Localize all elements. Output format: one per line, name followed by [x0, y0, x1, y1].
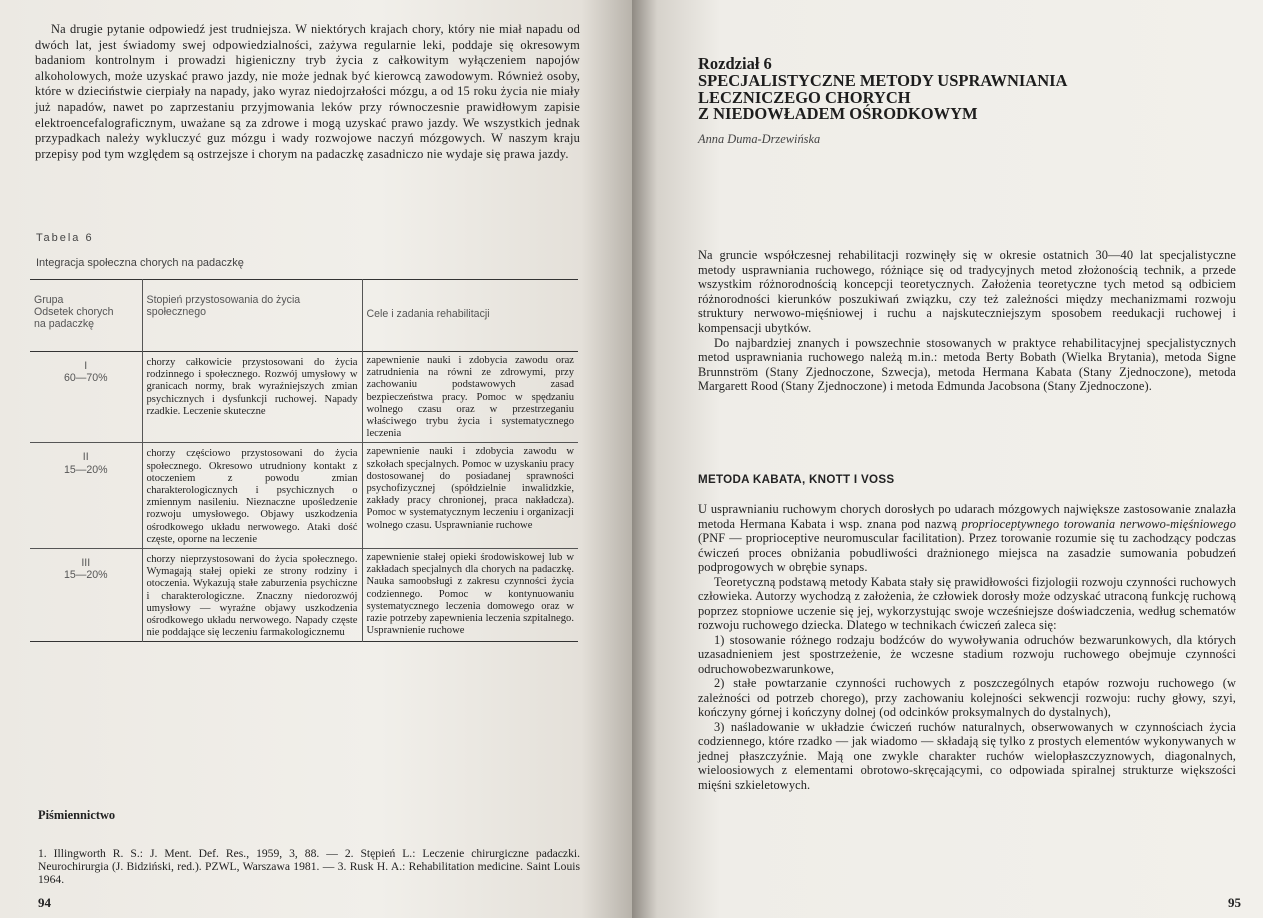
table-row — [30, 443, 578, 549]
chapter-heading — [698, 56, 1218, 123]
references-list — [38, 847, 580, 887]
group-percent: 15—20% — [63, 463, 108, 476]
intro-paragraph-1: Na gruncie współczesnej rehabilitacji rozwinęły się w okresie ostatnich 30—40 lat specjalistyczne metody usprawniania ruchowego, różniące się od tradycyjnych metod złożonością technik, a przede wszystkim różnorodnością koncepcji teoretycznych. Założenia teoretyczne tych metod są odbiciem różnorodności kierunków poszukiwań związku, czy też zależności między mechanizmami rozwoju struktury nerwowo-mięśniowej i ruchu a najskuteczniejszym sposobem reedukacji ruchowej i kompensacji ubytków. — [698, 248, 1236, 335]
method-paragraph-1 — [698, 502, 1236, 575]
social-integration-table — [30, 279, 578, 642]
intro-paragraph-2: Do najbardziej znanych i powszechnie stosowanych w praktyce rehabilitacyjnej specjalistycznych metod usprawniania ruchowego należą m.in.: metoda Berty Bobath (Wielka Brytania), metoda Signe Brunnström (Stany Zjednoczone, Szwecja), metoda Hermana Kabata (Stany Zjednoczone), metoda Margarett Rood (Stany Zjednoczone) i metoda Edmunda Jacobsona (Stany Zjednoczone). — [698, 335, 1236, 394]
group-percent: 60—70% — [63, 372, 108, 385]
method-list-item-1: 1) stosowanie różnego rodzaju bodźców do wywoływania odruchów bezwarunkowych, dla których uzasadnieniem jest spostrzeżenie, że wczesne stadium rozwoju ruchowego obejmuje czynności odruchowobezwarunkowe, — [698, 632, 1236, 676]
intro-paragraph — [35, 22, 580, 162]
goals-cell: zapewnienie nauki i zdobycia zawodu w szkołach specjalnych. Pomoc w uzyskaniu pracy dostosowanej do posiadanej sprawności psychofizycznej (spółdzielnie inwalidzkie, zakłady pracy chronionej, praca nakładcza). Pomoc w systematycznym leczeniu i organizacji wolnego czasu. Usprawnianie ruchowe — [362, 443, 578, 549]
table-header-row — [30, 280, 578, 352]
references-heading: Piśmiennictwo — [38, 808, 116, 822]
goals-cell: zapewnienie nauki i zdobycia zawodu oraz zatrudnienia na równi ze zdrowymi, przy zachowaniu podstawowych zasad bezpieczeństwa pracy. Pomoc w spędzaniu wolnego czasu oraz w przestrzeganiu właściwego trybu życia i systematycznego leczenia — [362, 352, 578, 443]
group-number: III — [81, 557, 91, 570]
table-label: Tabela 6 — [36, 232, 94, 244]
method-section-body — [698, 502, 1236, 792]
method-p1-end: (PNF — proprioceptive neuromuscular facilitation). Przez torowanie rozumie się tu zachodzący podczas ćwiczeń proces obniżania pobudliwości drażnionego miejsca na zasadzie sumowania pobudzeń podprogowych w obrębie synaps. — [698, 531, 1236, 574]
method-paragraph-2: Teoretyczną podstawą metody Kabata stały się prawidłowości fizjologii rozwoju czynności ruchowych człowieka. Autorzy wychodzą z założenia, że człowiek dorosły może odzyskać utraconą funkcję ruchową poprzez stopniowe uczenie się jej, wykorzystując swoje wcześniejsze doświadczenia, według schematów rozwoju ruchowego dziecka. Dlatego w technikach ćwiczeń zaleca się: — [698, 574, 1236, 632]
method-p1-start: U usprawnianiu ruchowym chorych dorosłych po udarach mózgowych największe zastosowanie znalazła metoda Hermana Kabata i wsp. znana pod nazwą — [698, 502, 1236, 531]
section-heading: METODA KABATA, KNOTT I VOSS — [698, 473, 895, 486]
group-cell — [30, 352, 142, 443]
table-row — [30, 549, 578, 642]
chapter-title: SPECJALISTYCZNE METODY USPRAWNIANIA LECZNICZEGO CHORYCH Z NIEDOWŁADEM OŚRODKOWYM — [698, 70, 1068, 124]
group-number: II — [82, 451, 89, 464]
group-number: I — [84, 360, 88, 372]
page-number-left: 94 — [38, 895, 51, 910]
intro-text: Na drugie pytanie odpowiedź jest trudniejsza. W niektórych krajach chory, który nie miał napadu od dwóch lat, jest świadomy swej odpowiedzialności, zażywa regularnie leki, poddaje się okresowym badaniom kontrolnym i prowadzi higieniczny tryb życia z całkowitym wyłączeniem napojów alkoholowych, może uzyskać prawo jazdy, nie może jednak być kierowcą zawodowym. Również osoby, które w dzieciństwie cierpiały na napady, jako wyraz niedojrzałości mózgu, a od 15 roku życia nie miały już napadów, nawet po zaprzestaniu przyjmowania leków przy równoczesnie prawidłowym zapisie elektroencefalograficznym, uważane są za zdrowe i mogą uzyskać prawo jazdy. We wszystkich jednak przypadkach należy wykluczyć guz mózgu i wady rozwojowe naczyń mózgowych. W naszym kraju przepisy pod tym względem są ostrzejsze i chorym na padaczkę zasadniczo nie wydaje się prawa jazdy. — [35, 22, 580, 161]
table-row — [30, 352, 578, 443]
header-adaptation: Stopień przystosowania do życia społecznego — [142, 280, 362, 352]
group-cell — [30, 549, 142, 642]
table-title: Integracja społeczna chorych na padaczkę — [36, 257, 244, 269]
group-cell — [30, 443, 142, 549]
method-list-item-3: 3) naśladowanie w układzie ćwiczeń ruchów naturalnych, obserwowanych w czynnościach życia codziennego, które rzadko — jak wiadomo — składają się tylko z prostych elementów wykonywanych w jednej płaszczyźnie. Mają one zwykle charakter ruchów wielopłaszczyznowych, diagonalnych, wieloosiowych z elementami obrotowo-skręcającymi, co odpowiada spiralnej strukturze większości mięśni szkieletowych. — [698, 719, 1236, 792]
chapter-author: Anna Duma-Drzewińska — [698, 132, 821, 146]
method-list-item-2: 2) stałe powtarzanie czynności ruchowych z poszczególnych etapów rozwoju ruchowego (w zależności od potrzeb chorego), przy zachowaniu kolejności sekwencji rozwoju: ruchy głowy, szyi, kończyny górnej i kończyny dolnej (od odcinków proksymalnych do dystalnych), — [698, 676, 1236, 719]
adaptation-cell: chorzy nieprzystosowani do życia społecznego. Wymagają stałej opieki ze strony rodziny i otoczenia. Wykazują stałe zaburzenia psychiczne i charakterologiczne. Znaczny niedorozwój umysłowy — wyraźne objawy uszkodzenia ośrodkowego układu nerwowego. Napady częste nie poddające się leczeniu farmakologicznemu — [142, 549, 362, 642]
references-text: 1. Illingworth R. S.: J. Ment. Def. Res., 1959, 3, 88. — 2. Stępień L.: Leczenie chirurgiczne padaczki. Neurochirurgia (J. Bidziński, red.). PZWL, Warszawa 1981. — 3. Rusk H. A.: Rehabilitation medicine. Saint Louis 1964. — [38, 847, 580, 887]
adaptation-cell: chorzy całkowicie przystosowani do życia rodzinnego i społecznego. Rozwój umysłowy w granicach normy, brak wyraźniejszych zmian psychicznych i dysfunkcji ruchowej. Napady rzadkie. Leczenie skuteczne — [142, 352, 362, 443]
header-group-text: Grupa Odsetek chorych na padaczkę — [34, 294, 114, 331]
chapter-number: Rozdział 6 — [698, 54, 772, 73]
adaptation-cell: chorzy częściowo przystosowani do życia społecznego. Okresowo utrudniony kontakt z otoczeniem z powodu zmian charakterologicznych i psychicznych o zmiennym nasileniu. Nieznaczne upośledzenie rozwoju umysłowego. Objawy uszkodzenia ośrodkowego układu nerwowego. Ataki dość częste, oporne na leczenie — [142, 443, 362, 549]
method-p1-term: proprioceptywnego torowania nerwowo-mięśniowego — [961, 516, 1236, 531]
header-group-percent — [30, 280, 142, 352]
group-percent: 15—20% — [63, 569, 108, 582]
header-goals: Cele i zadania rehabilitacji — [362, 280, 578, 352]
goals-cell: zapewnienie stałej opieki środowiskowej lub w zakładach specjalnych dla chorych na padaczkę. Nauka samoobsługi z zakresu czynności życia codziennego. Pomoc w kontynuowaniu systematycznego leczenia domowego oraz w razie potrzeby zapewnienia leczenia szpitalnego. Usprawnienie ruchowe — [362, 549, 578, 642]
right-page — [632, 0, 1263, 918]
page-number-right: 95 — [1228, 895, 1241, 910]
chapter-intro — [698, 248, 1236, 394]
